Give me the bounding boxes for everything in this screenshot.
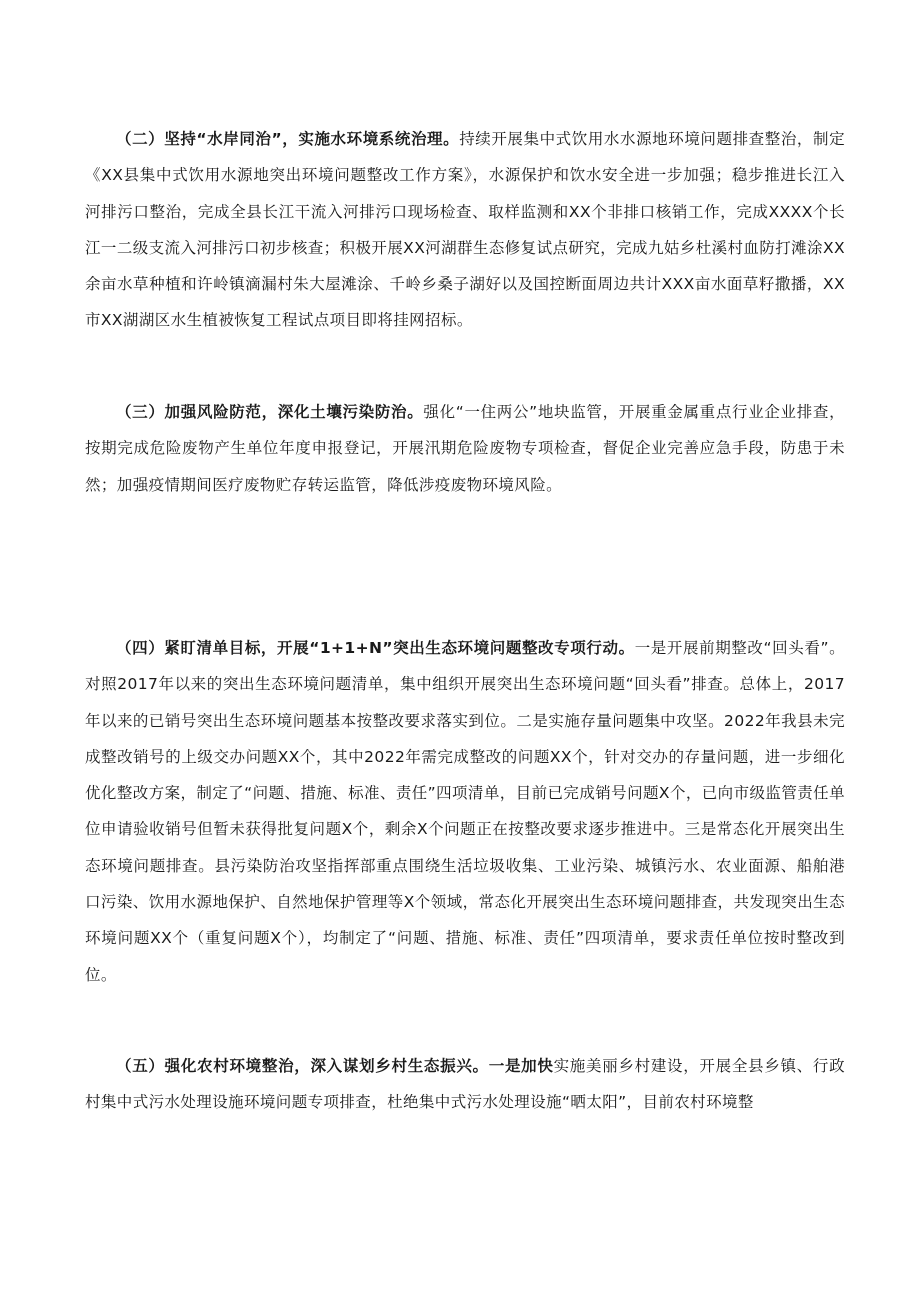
- paragraph-rectification-action: [85, 630, 845, 993]
- paragraph-rural-environment: [85, 1048, 845, 1121]
- paragraph-heading: （三）加强风险防范，深化土壤污染防治。: [116, 403, 424, 421]
- paragraph-body: 持续开展集中式饮用水水源地环境问题排查整治，制定《XX县集中式饮用水源地突出环境问题整改工作方案》，水源保护和饮水安全进一步加强；稳步推进长江入河排污口整治，完成全县长江干流入河排污口现场检查、取样监测和XX个非排口核销工作，完成XXXX个长江一二级支流入河排污口初步核查；积极开展XX河湖群生态修复试点研究，完成九姑乡杜溪村血防打滩涂XX余亩水草种植和许岭镇滴漏村朱大屋滩涂、千岭乡桑子湖好以及国控断面周边共计XXX亩水面草籽撒播，XX市XX湖湖区水生植被恢复工程试点项目即将挂网招标。: [85, 130, 845, 330]
- paragraph-soil-pollution: [85, 394, 845, 503]
- paragraph-body: 强化“一住两公”地块监管，开展重金属重点行业企业排查，按期完成危险废物产生单位年度申报登记，开展汛期危险废物专项检查，督促企业完善应急手段，防患于未然；加强疫情期间医疗废物贮存转运监管，降低涉疫废物环境风险。: [85, 403, 845, 494]
- paragraph-body: 一是开展前期整改“回头看”。对照2017年以来的突出生态环境问题清单，集中组织开展突出生态环境问题“回头看”排查。总体上，2017年以来的已销号突出生态环境问题基本按整改要求落实到位。二是实施存量问题集中攻坚。2022年我县未完成整改销号的上级交办问题XX个，其中2022年需完成整改的问题XX个，针对交办的存量问题，进一步细化优化整改方案，制定了“问题、措施、标准、责任”四项清单，目前已完成销号问题X个，已向市级监管责任单位申请验收销号但暂未获得批复问题X个，剩余X个问题正在按整改要求逐步推进中。三是常态化开展突出生态环境问题排查。县污染防治攻坚指挥部重点围绕生活垃圾收集、工业污染、城镇污水、农业面源、船舶港口污染、饮用水源地保护、自然地保护管理等X个领域，常态化开展突出生态环境问题排查，共发现突出生态环境问题XX个（重复问题X个），均制定了“问题、措施、标准、责任”四项清单，要求责任单位按时整改到位。: [85, 639, 845, 984]
- paragraph-heading: （五）强化农村环境整治，深入谋划乡村生态振兴。一是加快: [116, 1057, 554, 1075]
- paragraph-water-governance: [85, 121, 845, 339]
- paragraph-heading: （二）坚持“水岸同治”，实施水环境系统治理。: [116, 130, 460, 148]
- paragraph-heading: （四）紧盯清单目标，开展“1+1+N”突出生态环境问题整改专项行动。: [116, 639, 635, 657]
- paragraph-body: 实施美丽乡村建设，开展全县乡镇、行政村集中式污水处理设施环境问题专项排查，杜绝集中式污水处理设施“晒太阳”，目前农村环境整: [85, 1057, 845, 1112]
